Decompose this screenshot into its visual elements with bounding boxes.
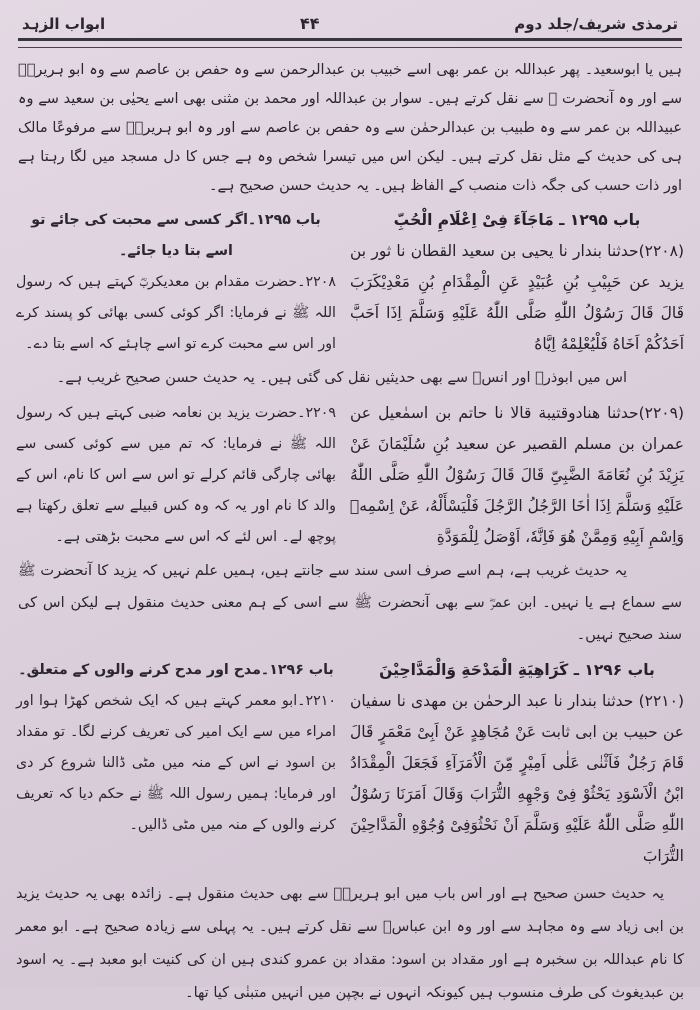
hadith-urdu-text: ۲۲۰۸۔حضرت مقدام بن معدیکربؓ کہتے ہیں کہ رسول اللہ ﷺ نے فرمایا: اگر کوئی کسی بھائی کو پسند کرے اور اس سے محبت کرے تو اسے چاہئے کہ اسے بتا دے۔	[16, 274, 336, 352]
book-title: ترمذی شریف/جلد دوم	[514, 15, 678, 33]
urdu-column	[16, 655, 336, 841]
grading-note-2208: اس میں ابوذرؓ اور انسؓ سے بھی حدیثیں نقل کی گئی ہیں۔ یہ حدیث حسن صحیح غریب ہے۔	[56, 370, 627, 386]
hadith-row-2210	[16, 655, 684, 872]
bab-heading-urdu: باب ۱۲۹۵۔اگر کسی سے محبت کی جائے تو اسے بتا دیا جائے۔	[31, 212, 321, 259]
hadith-urdu-text: ۲۲۰۹۔حضرت یزید بن نعامہ ضبی کہتے ہیں کہ رسول اللہ ﷺ نے فرمایا: کہ تم میں سے کوئی کسی سے بھائی چارگی قائم کرلے تو اس سے اس کا نام، اس کے والد کا نام اور یہ کہ وہ کس قبیلے سے تعلق رکھتا ہے پوچھ لے۔ اس لئے کہ اس سے محبت بڑھتی ہے۔	[16, 405, 336, 545]
intro-paragraph: ہیں یا ابوسعید۔ پھر عبداللہ بن عمر بھی اسے خبیب بن عبدالرحمن سے وہ حفص بن عاصم سے وہ ابو ہریرہؓ سے اور وہ آنحضرت ﷺ سے نقل کرتے ہیں۔ سوار بن عبداللہ اور محمد بن مثنی بھی اسے یحیٰی بن سعید سے وہ عبیداللہ بن عمر سے وہ طبیب بن عبدالرحمٰن سے وہ حفص بن عاصم سے اور وہ ابو ہریرہؓ سے مرفوعًا مالک ہی کی حدیث کے مثل نقل کرتے ہیں۔ لیکن اس میں تیسرا شخص وہ ہے جس کا دل مسجد میں لگا رہتا ہے اور ذات حسب کی جگہ ذات منصب کے الفاظ ہیں۔ یہ حدیث حسن صحیح ہے۔	[18, 62, 682, 194]
chapter-title: ابواب الزہد	[22, 15, 106, 33]
header-rule	[18, 38, 682, 48]
hadith-row-2208	[16, 205, 684, 360]
hadith-arabic-text: (۲۲۰۸)حدثنا بندار نا یحیی بن سعید القطان نا ثور بن یزید عن حَبِیْبِ بُنِ عُبَیْدٍ عَنِ الْمِقْدَامِ بُنِ مَعْدِیْکَرَبَ قَالَ قَالَ رَسُوْلُ اللّٰهِ صَلَّی اللّٰهُ عَلَیْهِ وَسَلَّمَ اِذَا اَحَبَّ اَحَدُکُمْ اَخَاهُ فَلْیُعْلِمْهُ اِیَّاهُ	[350, 242, 684, 353]
hadith-arabic-text: (۲۲۱۰) حدثنا بندار نا عبد الرحمٰن بن مهدی نا سفیان عن حبیب بن ابی ثابت عَنْ مُجَاهِدٍ عَنْ اَبِیْ مَعْمَرٍ قَالَ قَامَ رَجُلٌ فَاَثْنٰی عَلٰی اَمِیْرٍ مِّنَ الْاُمَرَآءِ فَجَعَلَ الْمِقْدَادُ ابْنُ الْاَسْوَدِ یَحْثُوْ فِیْ وَجْهِهِ التُّرَابَ وَقَالَ اَمَرَنَا رَسُوْلُ اللّٰهِ صَلَّی اللّٰهُ عَلَیْهِ وَسَلَّمَ اَنْ نَحْثُوَفِیْ وُجُوْهِ الْمَدَّاحِیْنَ التُّرَابَ	[350, 692, 684, 865]
page-header	[16, 10, 684, 35]
grading-note-2210: یہ حدیث حسن صحیح ہے اور اس باب میں ابو ہریرہؓ سے بھی حدیث منقول ہے۔ زائدہ بھی یہ حدیث یزید بن ابی زیاد سے وہ مجاہد سے اور وہ ابن عباسؓ سے نقل کرتے ہیں۔ یہ پہلی سے زیادہ صحیح ہے۔ ابو معمر کا نام عبداللہ بن سخبرہ ہے اور مقداد بن اسود: مقداد بن عمرو کندی ہیں ان کی کنیت ابو معبد ہے۔ یہ اسود بن عبدیغوث کی طرف منسوب ہیں کیونکہ انہوں نے بچپن میں انہیں متبنٰی کیا تھا۔	[16, 886, 684, 1001]
page-number: ۴۴	[299, 14, 320, 33]
bab-heading-arabic: باب ۱۲۹۶ ـ کَرَاهِیَةِ الْمَدْحَةِ وَالْمَدَّاحِیْنَ	[379, 661, 655, 679]
bab-heading-arabic: باب ۱۲۹۵ ـ مَاجَآءَ فِیْ اِعْلَامِ الْحُبِّ	[393, 211, 641, 229]
hadith-arabic-text: (۲۲۰۹)حدثنا هنادوقتیبة قالا نا حاتم بن اسمٰعیل عن عمران بن مسلم القصیر عن سعید بُنِ سُلَیْمَانَ عَنْ یَزِیْدَ بُنِ نُعَامَةَ الضَّبِیِّ قَالَ قَالَ رَسُوْلُ اللّٰهِ صَلَّی اللّٰهُ عَلَیْهِ وَسَلَّمَ اِذَا اٰخَا الرَّجُلُ الرَّجُلَ فَلْیَسْأَلْهُ، عَنْ اِسْمِهٖ وَاِسْمِ اَبِیْهِ وَمِمَّنْ هُوَ فَاِنَّهٗ، اَوْصَلُ لِلْمَوَدَّةِ	[350, 404, 684, 546]
urdu-column	[16, 398, 336, 553]
arabic-column	[350, 655, 684, 872]
hadith-row-2209	[16, 398, 684, 553]
arabic-column	[350, 205, 684, 360]
bab-heading-urdu: باب ۱۲۹۶۔مدح اور مدح کرنے والوں کے متعلق۔	[18, 662, 334, 678]
urdu-column	[16, 205, 336, 360]
grading-note-2209: یہ حدیث غریب ہے، ہم اسے صرف اسی سند سے جانتے ہیں، ہمیں علم نہیں کہ یزید کا آنحضرت ﷺ سے سماع ہے یا نہیں۔ ابن عمرؓ سے بھی آنحضرت ﷺ سے اسی کے ہم معنی حدیث منقول ہے لیکن اس کی سند صحیح نہیں۔	[18, 563, 682, 643]
hadith-urdu-text: ۲۲۱۰۔ابو معمر کہتے ہیں کہ ایک شخص کھڑا ہوا اور امراء میں سے ایک امیر کی تعریف کرنے لگا۔ تو مقداد بن اسود نے اس کے منہ میں مٹی ڈالنا شروع کر دی اور فرمایا: ہمیں رسول اللہ ﷺ نے حکم دیا کہ تعریف کرنے والوں کے منہ میں مٹی ڈالیں۔	[16, 693, 336, 833]
arabic-column	[350, 398, 684, 553]
